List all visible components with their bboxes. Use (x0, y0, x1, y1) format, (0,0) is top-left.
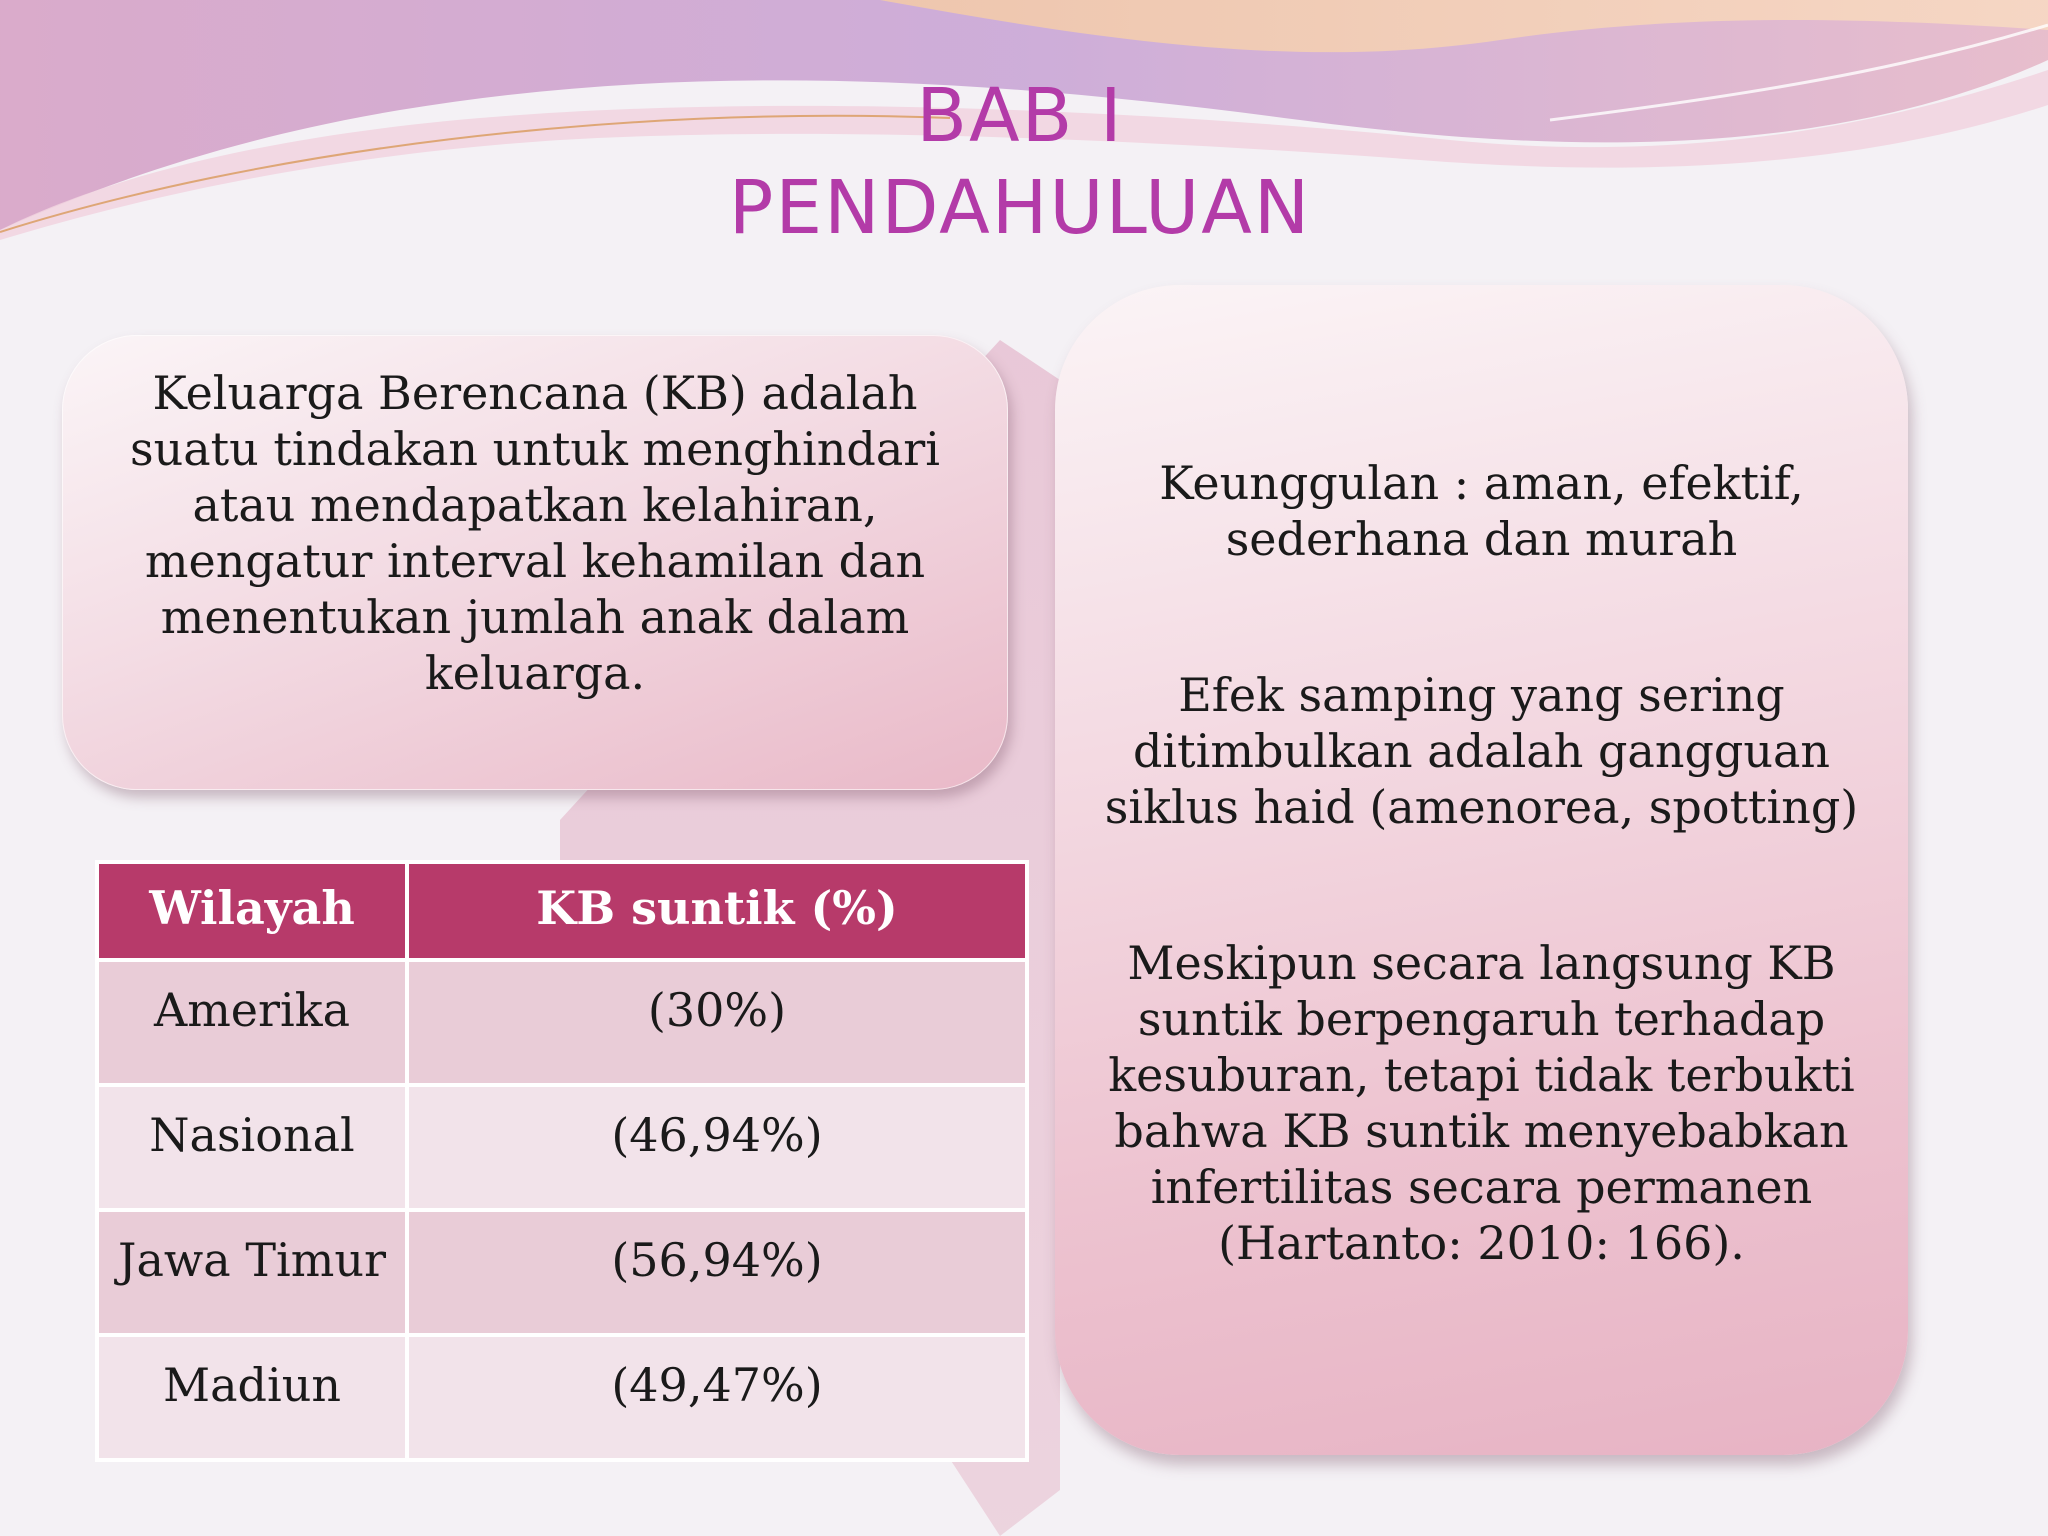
value-cell: (46,94%) (407, 1085, 1027, 1210)
kb-injection-table (95, 860, 1029, 1462)
header-kb-percent: KB suntik (%) (407, 862, 1027, 960)
table-row (97, 960, 1027, 1085)
value-cell: (30%) (407, 960, 1027, 1085)
region-cell: Jawa Timur (97, 1210, 407, 1335)
region-cell: Amerika (97, 960, 407, 1085)
region-cell: Madiun (97, 1335, 407, 1460)
note-text: Meskipun secara langsung KB suntik berpengaruh terhadap kesuburan, tetapi tidak terbukti bahwa KB suntik menyebabkan infertilitas secara permanen (Hartanto: 2010: 166). (1108, 936, 1855, 1270)
table-header-row (97, 862, 1027, 960)
definition-box (62, 335, 1008, 790)
table-row (97, 1085, 1027, 1210)
side-effects-text: Efek samping yang sering ditimbulkan adalah gangguan siklus haid (amenorea, spotting) (1104, 668, 1859, 834)
table-row (97, 1335, 1027, 1460)
title-line-1: BAB I (916, 73, 1124, 159)
slide-title (600, 70, 1440, 254)
advantages-text: Keunggulan : aman, efektif, sederhana dan murah (1159, 456, 1804, 566)
definition-text: Keluarga Berencana (KB) adalah suatu tindakan untuk menghindari atau mendapatkan kelahiran, mengatur interval kehamilan dan menentukan jumlah anak dalam keluarga. (130, 365, 940, 700)
table-row (97, 1210, 1027, 1335)
value-cell: (49,47%) (407, 1335, 1027, 1460)
value-cell: (56,94%) (407, 1210, 1027, 1335)
info-box (1055, 285, 1908, 1455)
title-line-2: PENDAHULUAN (728, 165, 1312, 251)
region-cell: Nasional (97, 1085, 407, 1210)
header-region: Wilayah (97, 862, 407, 960)
